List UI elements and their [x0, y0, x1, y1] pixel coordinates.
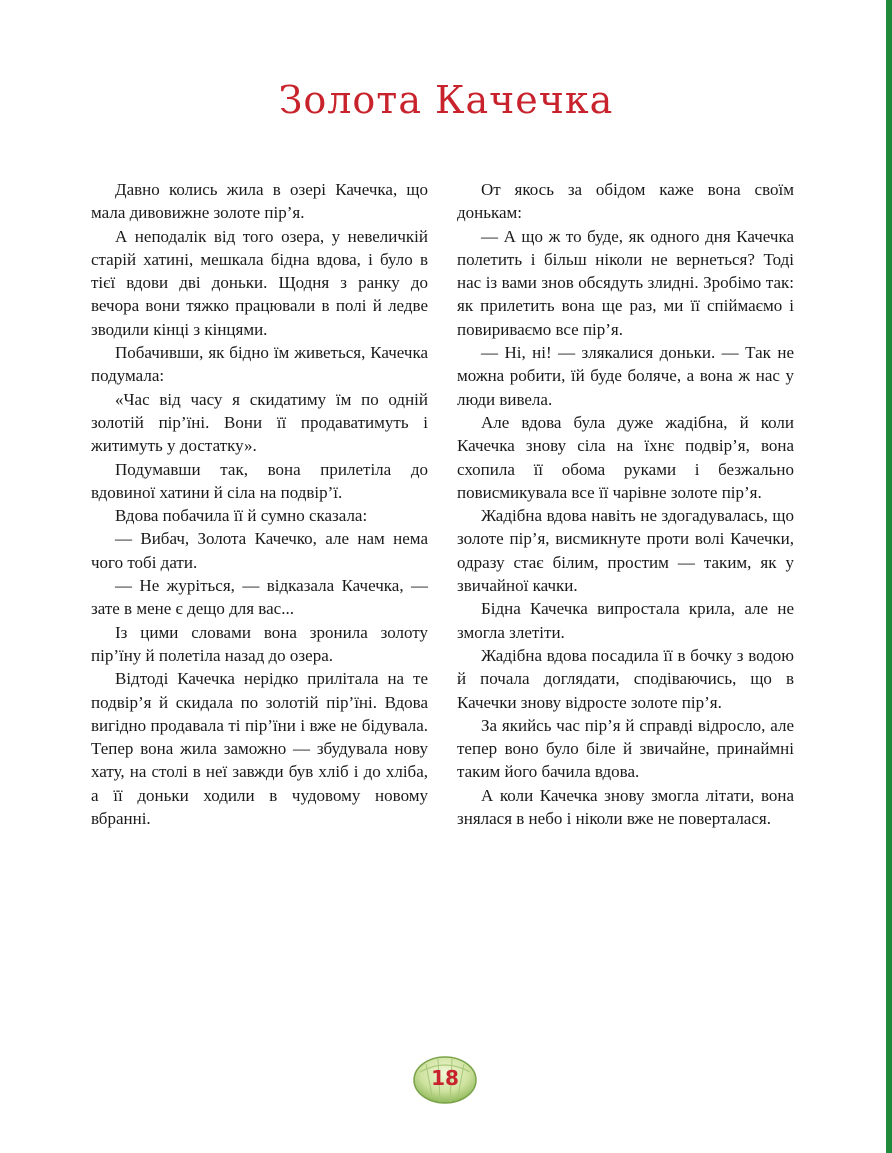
page-number-badge — [412, 1052, 478, 1106]
paragraph: — Не журіться, — відказала Качечка, — зате в мене є дещо для вас... — [91, 576, 428, 619]
page-number: 18 — [431, 1066, 459, 1090]
paragraph: — А що ж то буде, як одного дня Качечка полетить і більш ніколи не вернеться? Тоді нас із вами знов обсядуть злидні. Зробімо так: як прилетить вона ще раз, ми її спіймаємо і повириваємо все пір’я. — [457, 226, 794, 339]
page-title: Золота Качечка — [278, 78, 614, 122]
text-column-left — [91, 178, 428, 830]
text-column-right — [457, 178, 794, 830]
paragraph: А коли Качечка знову змогла літати, вона знялася в небо і ніколи вже не поверталася. — [457, 785, 794, 829]
paragraph: — Вибач, Золота Качечко, але нам нема чого тобі дати. — [91, 529, 428, 572]
paragraph: Бідна Качечка випростала крила, але не змогла злетіти. — [457, 599, 794, 642]
paragraph: Але вдова була дуже жадібна, й коли Качечка знову сіла на їхнє подвір’я, вона схопила її обома руками і безжально повисмикувала все її чарівне золоте пір’я. — [457, 412, 794, 502]
paragraph: Давно колись жила в озері Качечка, що мала дивовижне золоте пір’я. — [91, 180, 428, 223]
paragraph: Подумавши так, вона прилетіла до вдовиної хатини й сіла на подвір’ї. — [91, 459, 428, 502]
paragraph: — Ні, ні! — злякалися доньки. — Так не можна робити, їй буде боляче, а вона ж нас у люди вивела. — [457, 343, 794, 409]
paragraph: Із цими словами вона зронила золоту пір’їну й полетіла назад до озера. — [91, 622, 428, 665]
paragraph: Відтоді Качечка нерідко прилітала на те подвір’я й скидала по золотій пір’їні. Вдова вигідно продавала ті пір’їни і вже не бідувала. Тепер вона жила заможно — збудувала нову хату, на столі в неї завжди був хліб і до хліба, а її доньки ходили в чудовому новому вбранні. — [91, 669, 428, 829]
paragraph: Побачивши, як бідно їм живеться, Качечка подумала: — [91, 343, 428, 386]
paragraph: Жадібна вдова посадила її в бочку з водою й почала доглядати, сподіваючись, що в Качечки знову відросте золоте пір’я. — [457, 645, 794, 712]
paragraph: Вдова побачила її й сумно сказала: — [115, 506, 368, 526]
paragraph: А неподалік від того озера, у невеличкій старій хатині, мешкала бідна вдова, і було в тієї вдови дві доньки. Щодня з ранку до вечора вони тяжко працювали в полі й ледве зводили кінці з кінцями. — [91, 226, 428, 339]
paragraph: От якось за обідом каже вона своїм донькам: — [457, 180, 794, 223]
paragraph: Жадібна вдова навіть не здогадувалась, що золоте пір’я, висмикнуте проти волі Качечки, одразу стає білим, простим — таким, як у звичайної качки. — [457, 506, 794, 596]
page-edge-bar — [886, 0, 892, 1153]
paragraph: За якийсь час пір’я й справді відросло, але тепер воно було біле й звичайне, принаймні таким його бачила вдова. — [457, 715, 794, 782]
paragraph: «Час від часу я скидатиму їм по одній золотій пір’їні. Вони її продаватимуть і житимуть у достатку». — [91, 389, 428, 456]
